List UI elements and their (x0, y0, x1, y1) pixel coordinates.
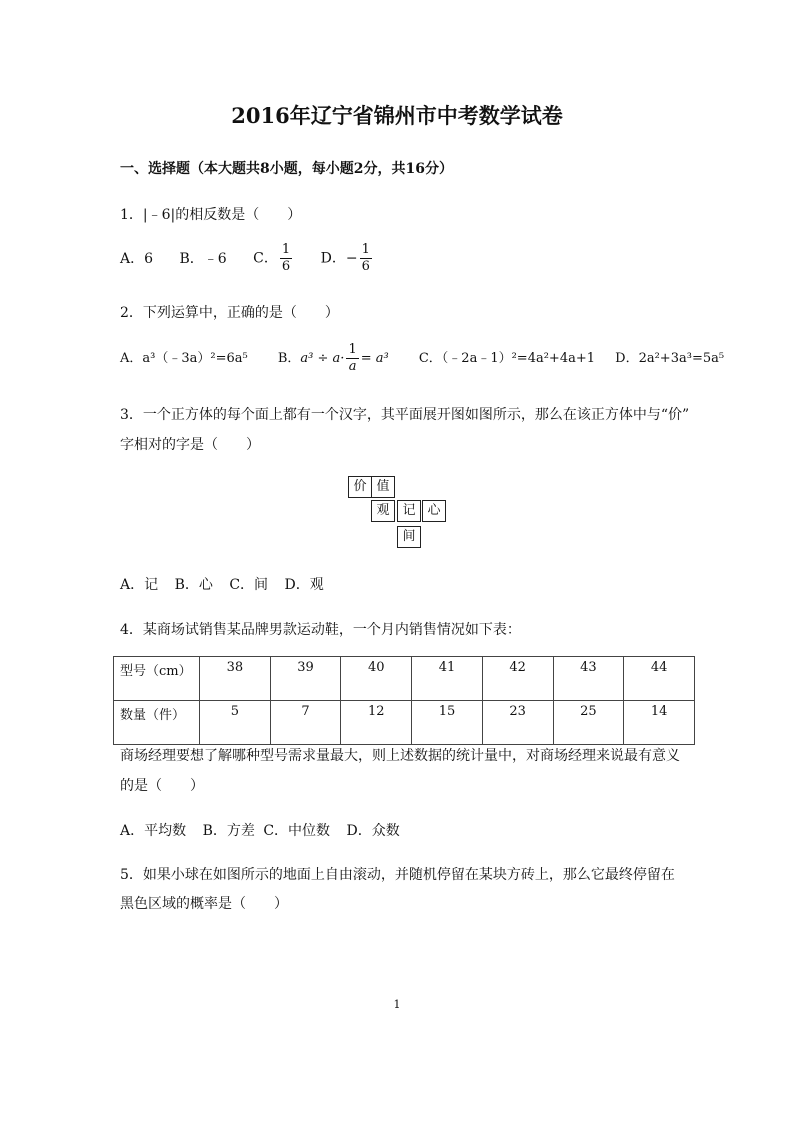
table-cell: 15 (412, 701, 483, 745)
q1-option-d-fraction (360, 242, 372, 275)
q4-option-a: A．平均数 (120, 823, 187, 839)
q1-option-d-label: D． (320, 250, 346, 267)
q4-option-d: D．众数 (346, 823, 400, 839)
q3-option-c: C．间 (229, 577, 269, 593)
question-3-stem-line1: 3．一个正方体的每个面上都有一个汉字，其平面展开图如图所示，那么在该正方体中与“价” (120, 407, 690, 423)
fraction-denominator: a (348, 359, 357, 374)
q1-option-c-fraction (280, 242, 292, 275)
fraction-denominator: 6 (281, 259, 291, 274)
table-row-header: 型号（cm） (114, 657, 200, 701)
table-row (114, 701, 695, 745)
table-cell: 12 (341, 701, 412, 745)
table-row-header: 数量（件） (114, 701, 200, 745)
question-1-stem: 1．|﹣6|的相反数是（ ） (120, 207, 302, 223)
table-cell: 43 (553, 657, 624, 701)
table-cell: 23 (482, 701, 553, 745)
q2-option-b-right: = a³ (360, 351, 389, 366)
net-cell: 值 (371, 476, 395, 498)
q3-option-b: B．心 (174, 577, 213, 593)
q2-option-b-label: B． (277, 351, 301, 366)
question-4-followup-line2: 的是（ ） (120, 778, 204, 794)
table-cell: 39 (270, 657, 341, 701)
q3-option-a: A．记 (120, 577, 159, 593)
table-cell: 41 (412, 657, 483, 701)
net-cell: 记 (397, 500, 421, 522)
q2-option-b (278, 342, 389, 375)
q2-option-b-fraction (346, 342, 358, 375)
question-4-options (120, 820, 422, 840)
net-cell: 观 (371, 500, 395, 522)
table-cell: 14 (624, 701, 695, 745)
q4-option-c: C．中位数 (263, 823, 331, 839)
net-cell: 间 (397, 526, 421, 548)
table-cell: 44 (624, 657, 695, 701)
table-cell: 38 (200, 657, 271, 701)
minus-sign: − (345, 250, 358, 267)
question-3-options (120, 574, 346, 594)
question-1-options (120, 242, 396, 275)
question-2-options (120, 342, 724, 375)
page-number: 1 (393, 998, 401, 1011)
q3-option-d: D．观 (284, 577, 324, 593)
q2-option-d: D．2a²+3a³=5a⁵ (615, 351, 725, 366)
table-cell: 25 (553, 701, 624, 745)
question-4-followup-line1: 商场经理要想了解哪种型号需求量最大，则上述数据的统计量中，对商场经理来说最有意义 (120, 748, 680, 764)
table-row (114, 657, 695, 701)
fraction-numerator: 1 (281, 242, 291, 257)
q2-option-a: A．a³（﹣3a）²=6a⁵ (120, 351, 248, 366)
sales-table (113, 656, 695, 745)
q1-option-a: A．6 (120, 250, 154, 267)
fraction-denominator: 6 (361, 259, 370, 274)
question-5-stem-line1: 5．如果小球在如图所示的地面上自由滚动，并随机停留在某块方砖上，那么它最终停留在 (120, 867, 675, 883)
q2-option-c: C．（﹣2a﹣1）²=4a²+4a+1 (418, 351, 596, 366)
table-cell: 42 (482, 657, 553, 701)
q2-option-b-left: a³ ÷ a· (300, 351, 345, 366)
q1-option-c (253, 242, 294, 275)
section-heading: 一、选择题（本大题共8小题，每小题2分，共16分） (120, 161, 453, 177)
table-cell: 7 (270, 701, 341, 745)
q1-option-c-label: C． (253, 250, 278, 267)
table-cell: 40 (341, 657, 412, 701)
q1-option-b: B．﹣6 (179, 250, 227, 267)
fraction-numerator: 1 (348, 342, 357, 357)
net-cell: 心 (422, 500, 446, 522)
question-5-stem-line2: 黑色区域的概率是（ ） (120, 896, 288, 912)
q4-option-b: B．方差 (202, 823, 255, 839)
table-cell: 5 (200, 701, 271, 745)
q1-option-d (321, 242, 374, 275)
question-3-stem-line2: 字相对的字是（ ） (120, 437, 260, 453)
fraction-numerator: 1 (361, 242, 370, 257)
question-2-stem: 2．下列运算中，正确的是（ ） (120, 305, 339, 321)
question-4-stem: 4．某商场试销售某品牌男款运动鞋，一个月内销售情况如下表： (120, 622, 521, 638)
page-title: 2016年辽宁省锦州市中考数学试卷 (231, 103, 563, 128)
net-cell: 价 (348, 476, 372, 498)
